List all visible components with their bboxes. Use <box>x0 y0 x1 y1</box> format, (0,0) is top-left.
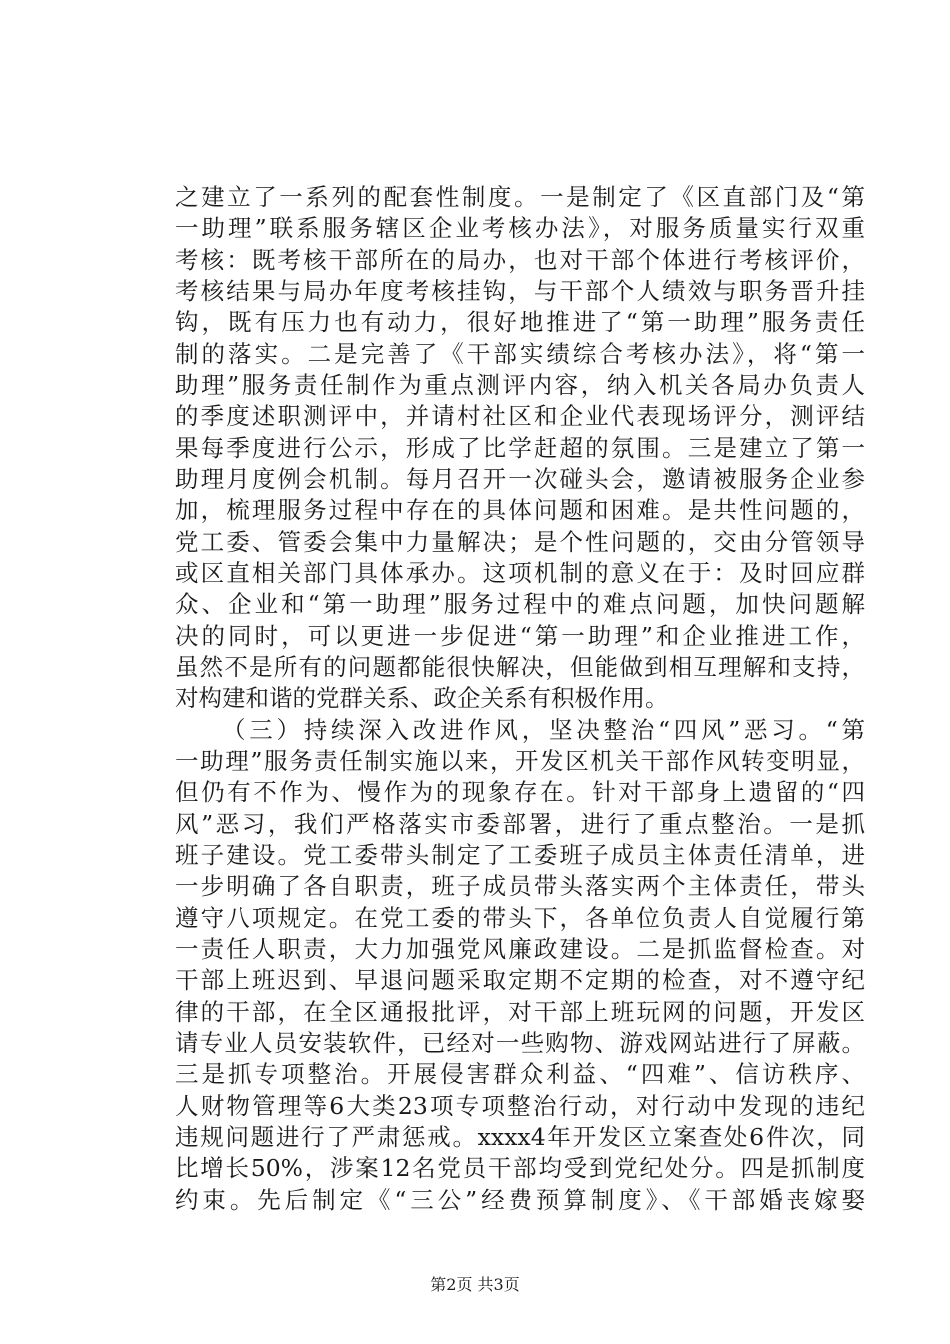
text-line: 一步明确了各自职责，班子成员带头落实两个主体责任，带头 <box>175 872 865 900</box>
text-line: 众、企业和“第一助理”服务过程中的难点问题，加快问题解 <box>175 590 865 618</box>
text-line: 制的落实。二是完善了《干部实绩综合考核办法》，将“第一 <box>175 340 865 368</box>
text-line: 对构建和谐的党群关系、政企关系有积极作用。 <box>175 684 669 712</box>
text-line: 党工委、管委会集中力量解决；是个性问题的，交由分管领导 <box>175 528 865 556</box>
text-line: 一助理”联系服务辖区企业考核办法》，对服务质量实行双重 <box>175 214 865 242</box>
text-line: 决的同时，可以更进一步促进“第一助理”和企业推进工作， <box>175 622 865 650</box>
text-line: 比增长50%，涉案12名党员干部均受到党纪处分。四是抓制度 <box>175 1154 865 1182</box>
text-line: 请专业人员安装软件，已经对一些购物、游戏网站进行了屏蔽。 <box>175 1029 865 1057</box>
text-line: 班子建设。党工委带头制定了工委班子成员主体责任清单，进 <box>175 841 865 869</box>
text-line: 考核结果与局办年度考核挂钩，与干部个人绩效与职务晋升挂 <box>175 277 865 305</box>
text-line: 违规问题进行了严肃惩戒。xxxx4年开发区立案查处6件次，同 <box>175 1123 865 1151</box>
page-footer: 第2页 共3页 <box>430 1275 520 1294</box>
text-line: 风”恶习，我们严格落实市委部署，进行了重点整治。一是抓 <box>175 810 865 838</box>
text-line: 或区直相关部门具体承办。这项机制的意义在于：及时回应群 <box>175 559 865 587</box>
text-line: 助理月度例会机制。每月召开一次碰头会，邀请被服务企业参 <box>175 465 865 493</box>
text-line: 三是抓专项整治。开展侵害群众利益、“四难”、信访秩序、 <box>175 1060 865 1088</box>
text-line: 遵守八项规定。在党工委的带头下，各单位负责人自觉履行第 <box>175 904 865 932</box>
text-line: 钩，既有压力也有动力，很好地推进了“第一助理”服务责任 <box>175 308 865 336</box>
text-line: 加，梳理服务过程中存在的具体问题和困难。是共性问题的， <box>175 496 865 524</box>
text-line: 果每季度进行公示，形成了比学赶超的氛围。三是建立了第一 <box>175 434 865 462</box>
text-line: 约束。先后制定《“三公”经费预算制度》、《干部婚丧嫁娶 <box>175 1186 865 1214</box>
text-line: 一责任人职责，大力加强党风廉政建设。二是抓监督检查。对 <box>175 935 865 963</box>
text-line: 人财物管理等6大类23项专项整治行动，对行动中发现的违纪 <box>175 1092 865 1120</box>
text-line: 考核：既考核干部所在的局办，也对干部个体进行考核评价， <box>175 246 865 274</box>
text-line: 一助理”服务责任制实施以来，开发区机关干部作风转变明显， <box>175 747 865 775</box>
section-heading-line: （三）持续深入改进作风，坚决整治“四风”恶习。“第 <box>222 716 865 744</box>
text-line: 干部上班迟到、早退问题采取定期不定期的检查，对不遵守纪 <box>175 966 865 994</box>
text-line: 助理”服务责任制作为重点测评内容，纳入机关各局办负责人 <box>175 371 865 399</box>
text-line: 虽然不是所有的问题都能很快解决，但能做到相互理解和支持， <box>175 653 865 681</box>
text-line: 的季度述职测评中，并请村社区和企业代表现场评分，测评结 <box>175 402 865 430</box>
text-line: 律的干部，在全区通报批评，对干部上班玩网的问题，开发区 <box>175 998 865 1026</box>
text-line: 之建立了一系列的配套性制度。一是制定了《区直部门及“第 <box>175 183 865 211</box>
text-line: 但仍有不作为、慢作为的现象存在。针对干部身上遗留的“四 <box>175 778 865 806</box>
